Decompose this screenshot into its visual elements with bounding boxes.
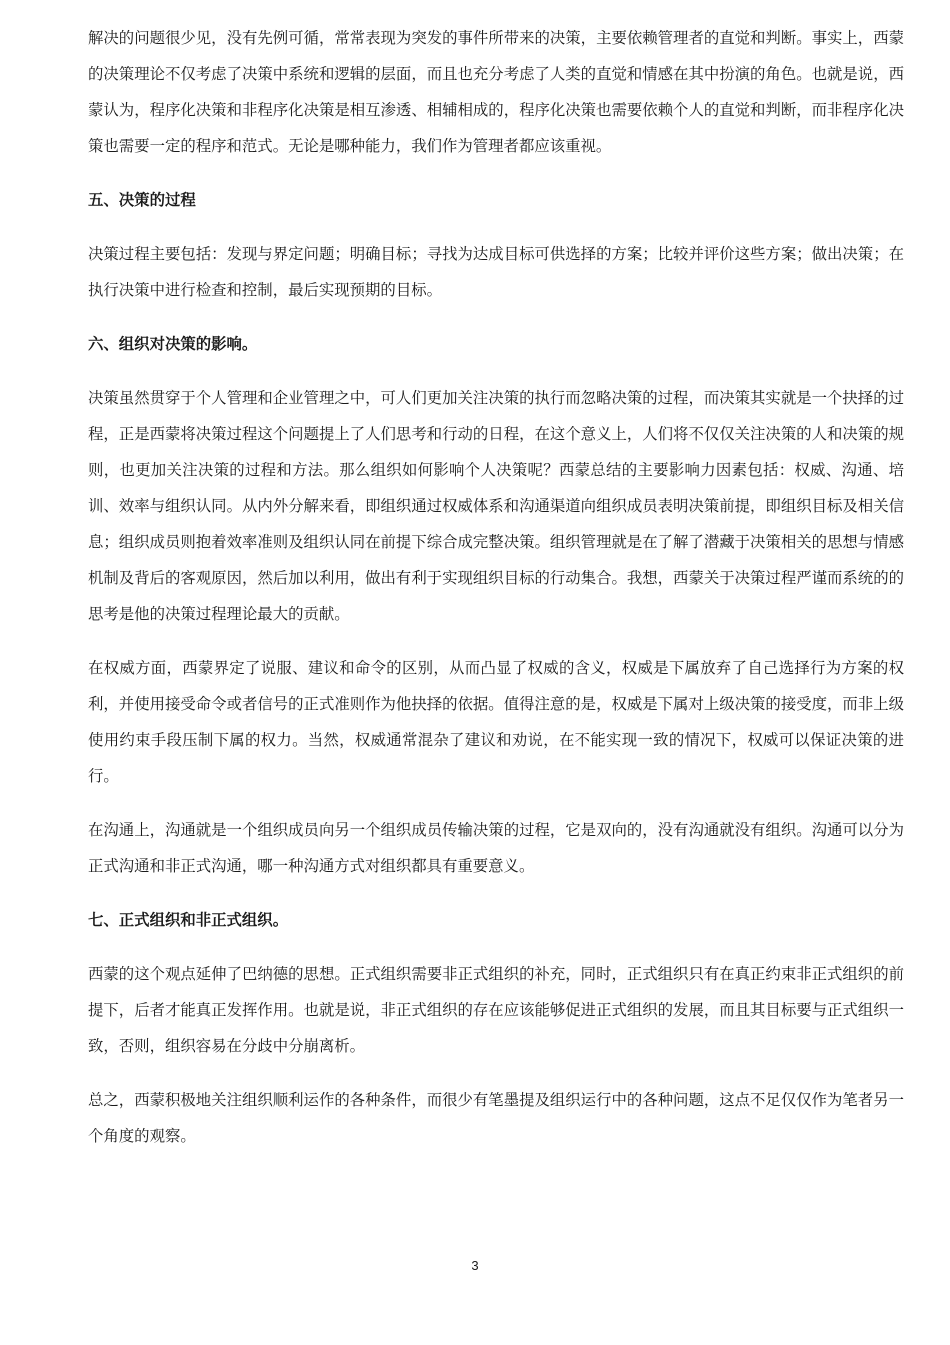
section-7-paragraph-2: 总之，西蒙积极地关注组织顺利运作的各种条件，而很少有笔墨提及组织运行中的各种问题，这点不足仅仅作为笔者另一个角度的观察。 xyxy=(88,1091,904,1145)
section-7-paragraph-1: 西蒙的这个观点延伸了巴纳德的思想。正式组织需要非正式组织的补充，同时，正式组织只有在真正约束非正式组织的前提下，后者才能真正发挥作用。也就是说，非正式组织的存在应该能够促进正式组织的发展，而且其目标要与正式组织一致，否则，组织容易在分歧中分崩离析。 xyxy=(88,965,904,1055)
section-6-paragraph-2: 在权威方面，西蒙界定了说服、建议和命令的区别，从而凸显了权威的含义，权威是下属放弃了自己选择行为方案的权利，并使用接受命令或者信号的正式准则作为他抉择的依据。值得注意的是，权威是下属对上级决策的接受度，而非上级使用约束手段压制下属的权力。当然，权威通常混杂了建议和劝说，在不能实现一致的情况下，权威可以保证决策的进行。 xyxy=(88,659,904,785)
section-5-paragraph: 决策过程主要包括：发现与界定问题；明确目标；寻找为达成目标可供选择的方案；比较并评价这些方案；做出决策；在执行决策中进行检查和控制，最后实现预期的目标。 xyxy=(88,245,904,299)
section-6-paragraph-3: 在沟通上，沟通就是一个组织成员向另一个组织成员传输决策的过程，它是双向的，没有沟通就没有组织。沟通可以分为正式沟通和非正式沟通，哪一种沟通方式对组织都具有重要意义。 xyxy=(88,821,904,875)
document-body xyxy=(88,20,904,1154)
intro-paragraph: 解决的问题很少见，没有先例可循，常常表现为突发的事件所带来的决策，主要依赖管理者的直觉和判断。事实上，西蒙的决策理论不仅考虑了决策中系统和逻辑的层面，而且也充分考虑了人类的直觉和情感在其中扮演的角色。也就是说，西蒙认为，程序化决策和非程序化决策是相互渗透、相辅相成的，程序化决策也需要依赖个人的直觉和判断，而非程序化决策也需要一定的程序和范式。无论是哪种能力，我们作为管理者都应该重视。 xyxy=(88,29,904,155)
section-5-heading: 五、决策的过程 xyxy=(88,191,196,209)
section-6-heading: 六、组织对决策的影响。 xyxy=(88,335,258,353)
section-7-heading: 七、正式组织和非正式组织。 xyxy=(88,911,289,929)
page-number: 3 xyxy=(471,1258,479,1273)
section-6-paragraph-1: 决策虽然贯穿于个人管理和企业管理之中，可人们更加关注决策的执行而忽略决策的过程，而决策其实就是一个抉择的过程，正是西蒙将决策过程这个问题提上了人们思考和行动的日程，在这个意义上，人们将不仅仅关注决策的人和决策的规则，也更加关注决策的过程和方法。那么组织如何影响个人决策呢？西蒙总结的主要影响力因素包括：权威、沟通、培训、效率与组织认同。从内外分解来看，即组织通过权威体系和沟通渠道向组织成员表明决策前提，即组织目标及相关信息；组织成员则抱着效率准则及组织认同在前提下综合成完整决策。组织管理就是在了解了潜藏于决策相关的思想与情感机制及背后的客观原因，然后加以利用，做出有利于实现组织目标的行动集合。我想，西蒙关于决策过程严谨而系统的的思考是他的决策过程理论最大的贡献。 xyxy=(88,389,904,623)
